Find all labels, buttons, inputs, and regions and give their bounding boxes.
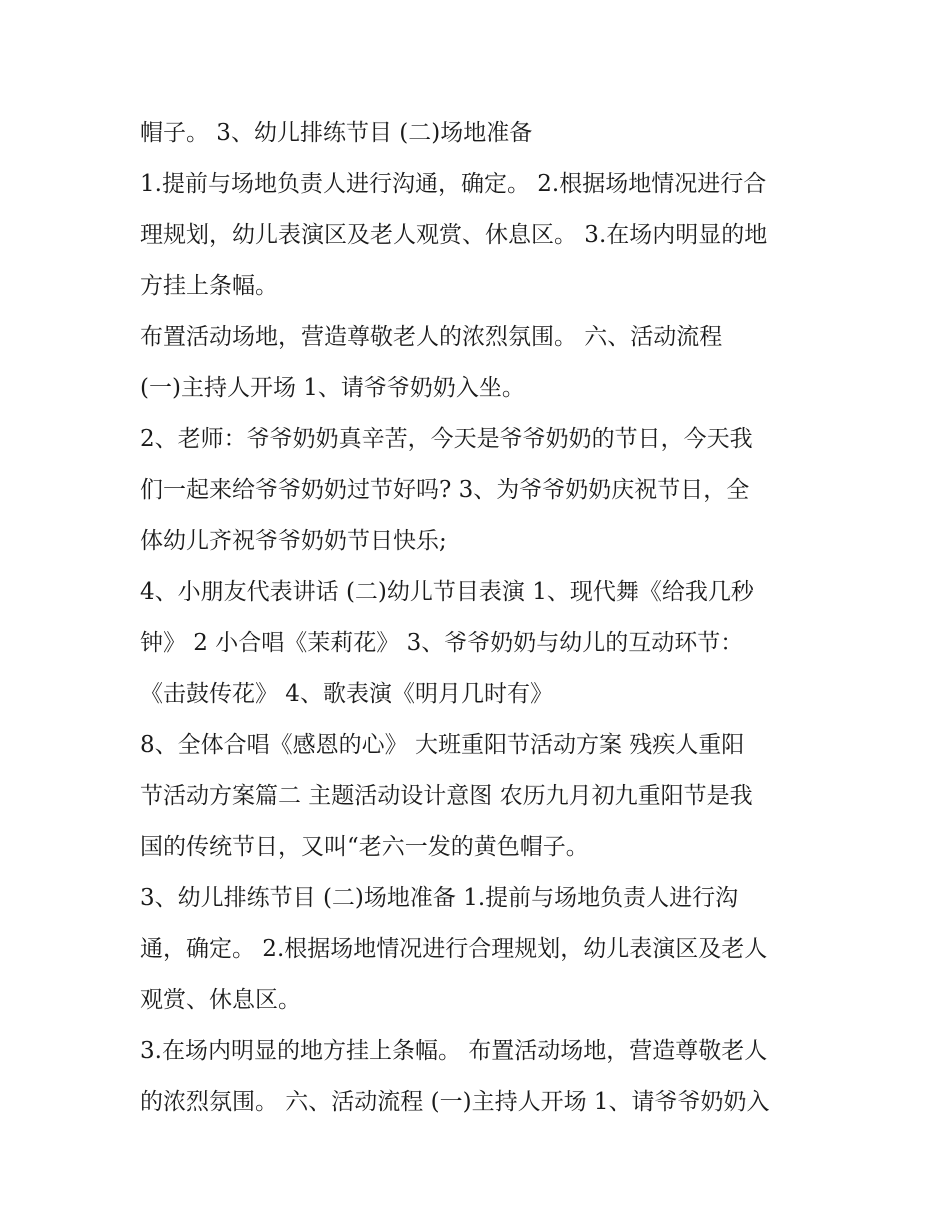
text-line: 8、全体合唱《感恩的心》 大班重阳节活动方案 残疾人重阳 — [140, 732, 745, 758]
text-line: 方挂上条幅。 — [140, 273, 278, 299]
text-line: (一)主持人开场 1、请爷爷奶奶入坐。 — [140, 375, 525, 401]
text-line: 体幼儿齐祝爷爷奶奶节日快乐; — [140, 528, 447, 554]
text-line: 观赏、休息区。 — [140, 987, 301, 1013]
text-line: 3、幼儿排练节目 (二)场地准备 1.提前与场地负责人进行沟 — [140, 885, 739, 911]
body-text — [140, 108, 820, 1128]
text-line: 理规划，幼儿表演区及老人观赏、休息区。 3.在场内明显的地 — [140, 222, 768, 248]
text-line: 布置活动场地，营造尊敬老人的浓烈氛围。 六、活动流程 — [140, 324, 723, 350]
text-line: 钟》 2 小合唱《茉莉花》 3、爷爷奶奶与幼儿的互动环节： — [140, 630, 744, 656]
text-line: 1.提前与场地负责人进行沟通，确定。 2.根据场地情况进行合 — [140, 171, 767, 197]
text-line: 2、老师：爷爷奶奶真辛苦，今天是爷爷奶奶的节日，今天我 — [140, 426, 753, 452]
text-line: 的浓烈氛围。 六、活动流程 (一)主持人开场 1、请爷爷奶奶入 — [140, 1089, 770, 1115]
text-line: 们一起来给爷爷奶奶过节好吗? 3、为爷爷奶奶庆祝节日，全 — [140, 477, 750, 503]
text-line: 3.在场内明显的地方挂上条幅。 布置活动场地，营造尊敬老人 — [140, 1038, 768, 1064]
text-line: 帽子。 3、幼儿排练节目 (二)场地准备 — [140, 120, 533, 146]
text-line: 节活动方案篇二 主题活动设计意图 农历九月初九重阳节是我 — [140, 783, 753, 809]
text-line: 4、小朋友代表讲话 (二)幼儿节目表演 1、现代舞《给我几秒 — [140, 579, 754, 605]
text-line: 国的传统节日，又叫“老六一发的黄色帽子。 — [140, 834, 589, 860]
text-line: 通，确定。 2.根据场地情况进行合理规划，幼儿表演区及老人 — [140, 936, 768, 962]
text-line: 《击鼓传花》 4、歌表演《明月几时有》 — [140, 681, 553, 707]
